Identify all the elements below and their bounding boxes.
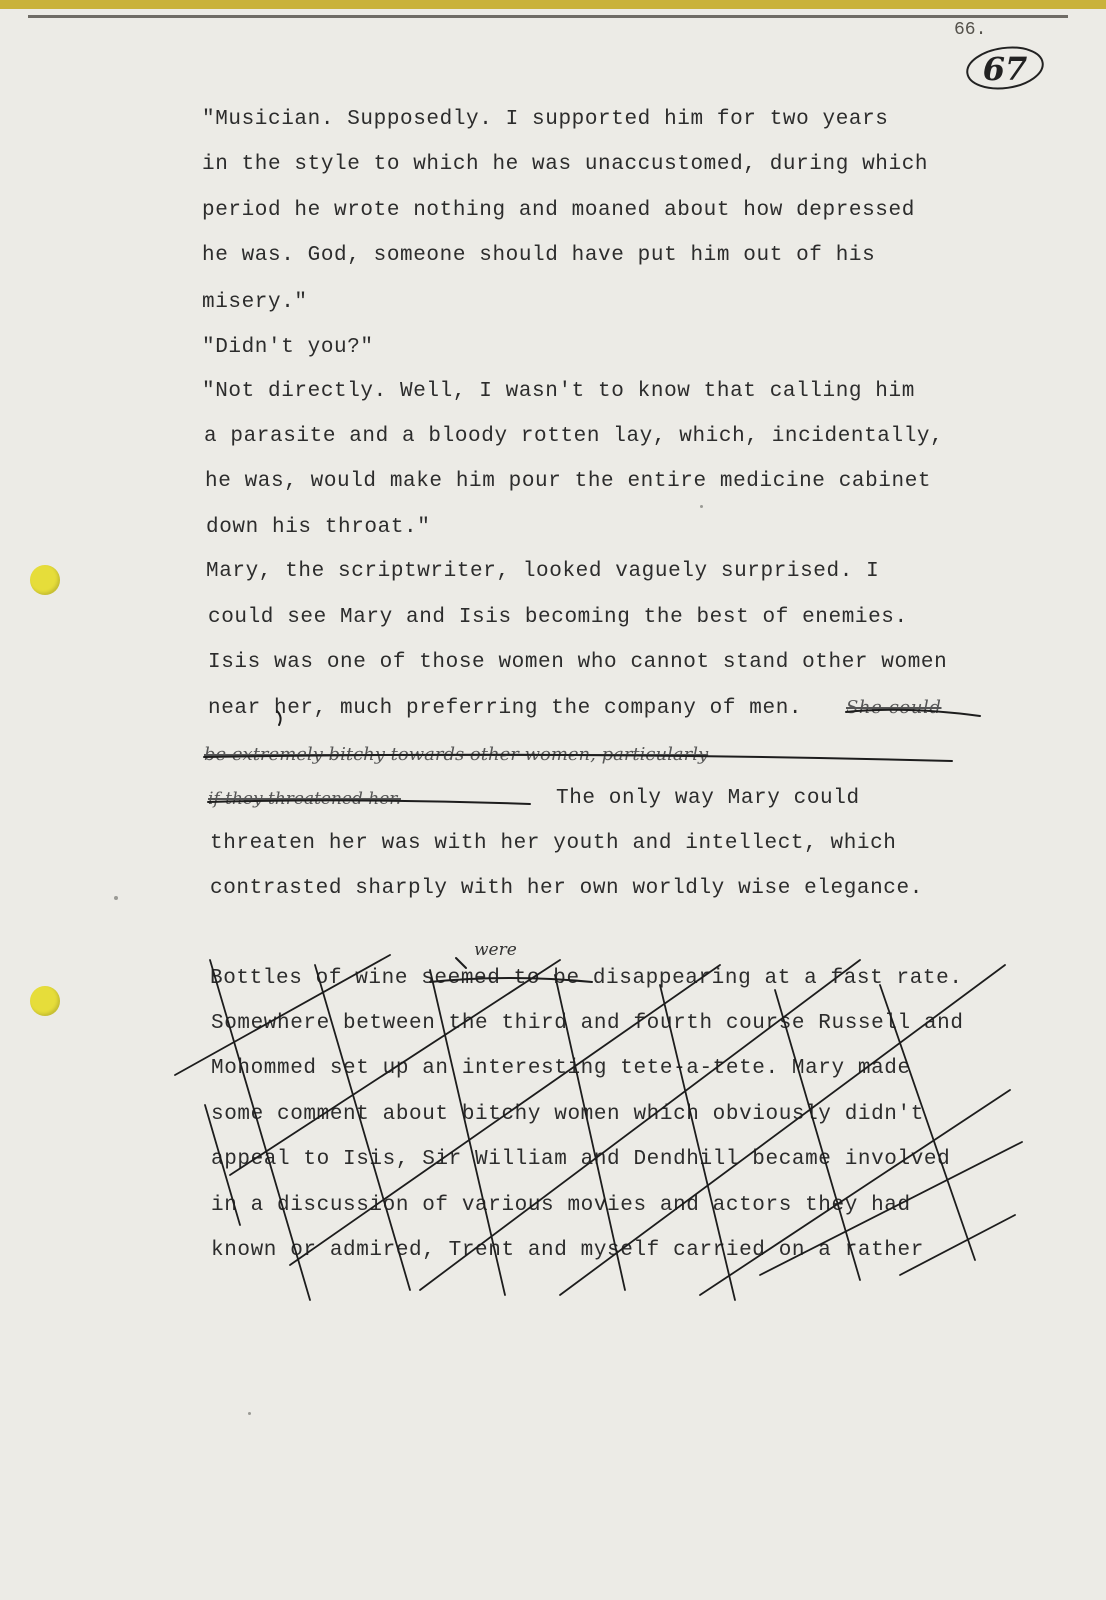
struck-text: be extremely bitchy towards other women, particularly — [204, 744, 709, 765]
text-line: some comment about bitchy women which obviously didn't — [211, 1103, 924, 1126]
typed-page-number: 66. — [954, 20, 987, 40]
text-line: "Not directly. Well, I wasn't to know that calling him — [202, 380, 915, 403]
text-line: he was. God, someone should have put him out of his — [202, 244, 876, 267]
text-line: a parasite and a bloody rotten lay, which, incidentally, — [204, 425, 944, 448]
text-line: "Musician. Supposedly. I supported him for two years — [202, 108, 889, 131]
handwritten-page-number-text: 67 — [982, 50, 1028, 88]
text-line: contrasted sharply with her own worldly wise elegance. — [210, 877, 923, 900]
strike-scribble-1 — [846, 710, 980, 716]
text-line: known or admired, Trent and myself carried on a rather — [211, 1239, 924, 1262]
text-line: Mary, the scriptwriter, looked vaguely surprised. I — [206, 560, 880, 583]
comma-insertion-mark — [277, 711, 281, 725]
text-line: period he wrote nothing and moaned about how depressed — [202, 199, 915, 222]
handwritten-insertion: were — [474, 940, 517, 960]
text-line: Isis was one of those women who cannot stand other women — [208, 651, 948, 674]
text-line: threaten her was with her youth and intellect, which — [210, 832, 897, 855]
text-line: could see Mary and Isis becoming the best of enemies. — [208, 606, 908, 629]
text-line: The only way Mary could — [556, 787, 860, 810]
text-line: Somewhere between the third and fourth course Russell and — [211, 1012, 964, 1035]
strike-scribble-3 — [208, 800, 530, 804]
cross-hatch-deletion — [175, 955, 1022, 1300]
text-line: Bottles of wine seemed to be disappearing at a fast rate. — [210, 967, 963, 990]
text-line: appeal to Isis, Sir William and Dendhill became involved — [211, 1148, 951, 1171]
text-line: near her, much preferring the company of men. — [208, 697, 803, 720]
struck-text: if they threatened her. — [208, 789, 401, 809]
text-line: he was, would make him pour the entire medicine cabinet — [205, 470, 932, 493]
struck-text: She could — [846, 697, 942, 718]
text-line: misery." — [202, 291, 308, 314]
text-line: Mohommed set up an interesting tete-a-tete. Mary made — [211, 1057, 911, 1080]
caret-mark — [456, 958, 466, 968]
text-line: in a discussion of various movies and actors they had — [211, 1194, 911, 1217]
text-line: down his throat." — [206, 516, 431, 539]
text-line: in the style to which he was unaccustomed, during which — [202, 153, 929, 176]
strike-seemed-to-be — [430, 978, 592, 982]
text-line: "Didn't you?" — [202, 336, 374, 359]
strike-scribble-2 — [204, 755, 952, 761]
